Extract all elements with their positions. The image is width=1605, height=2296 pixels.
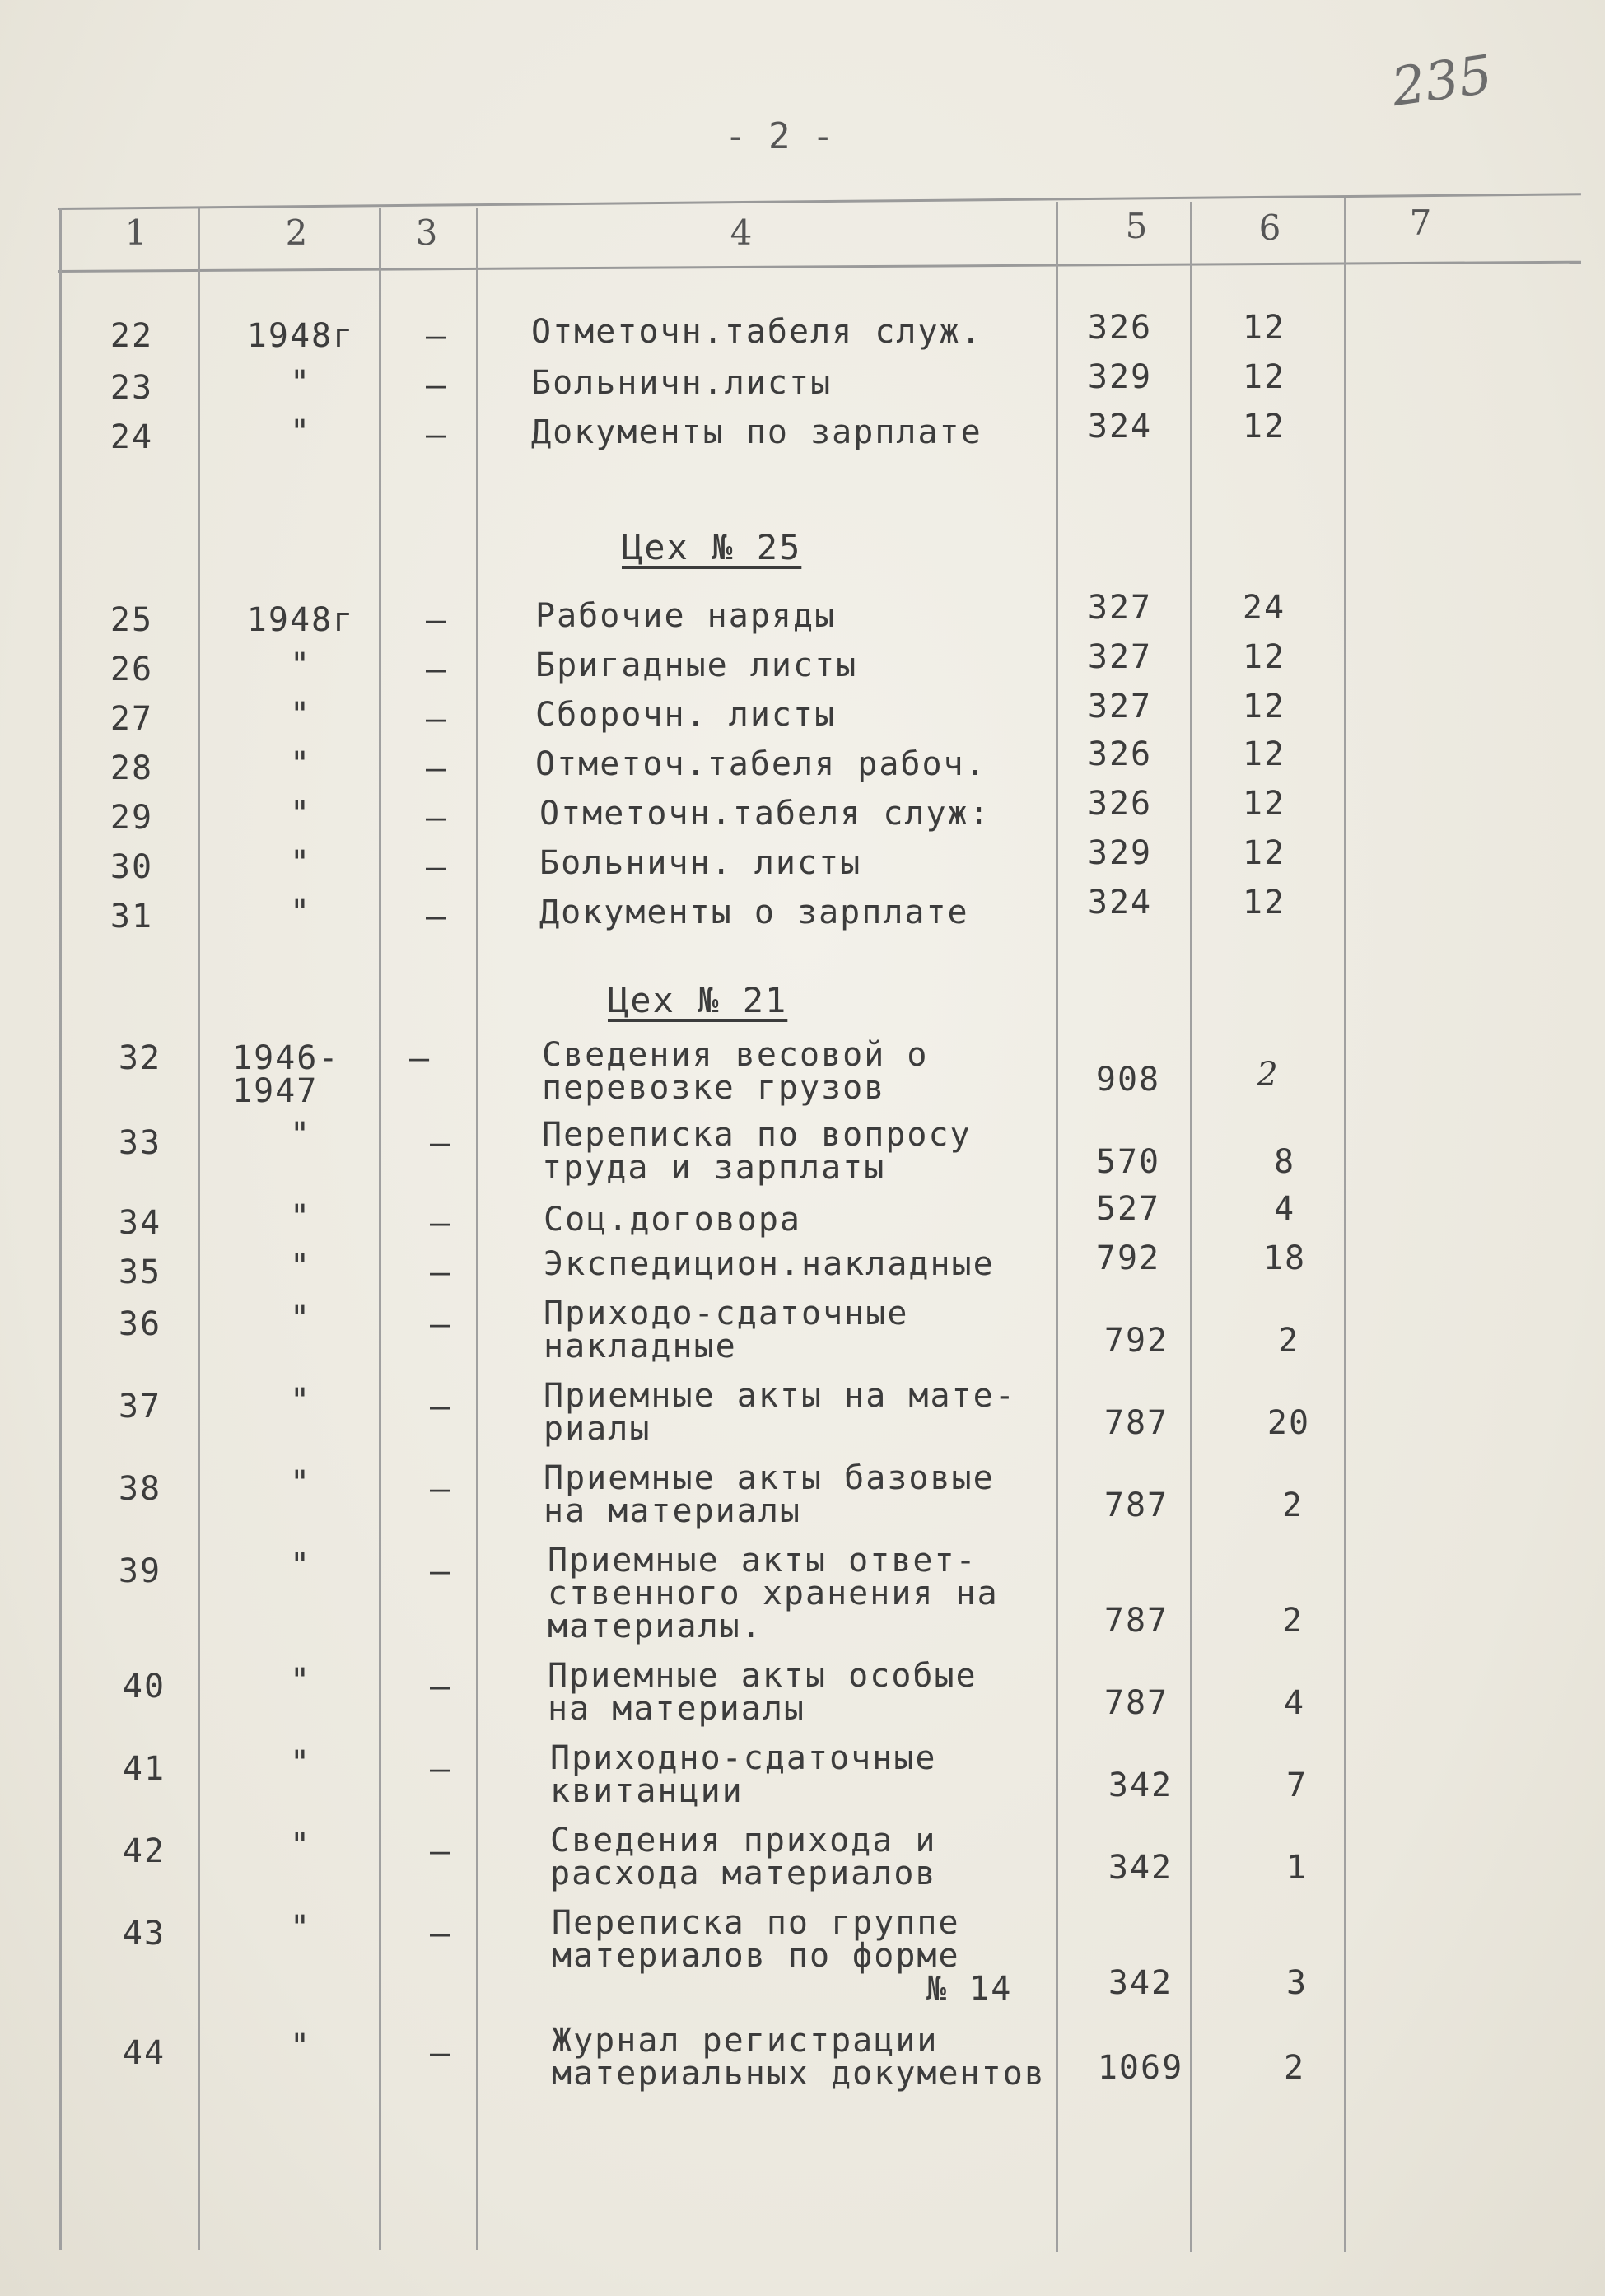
row-year: " — [289, 745, 312, 783]
row-dash: – — [425, 651, 448, 688]
row-code: 787 — [1103, 1486, 1169, 1524]
row-number: 23 — [110, 369, 154, 407]
row-title-line2: труда и зарплаты — [542, 1149, 886, 1187]
row-dash: – — [425, 898, 448, 936]
row-year: " — [289, 1827, 312, 1864]
row-dash: – — [429, 1253, 452, 1291]
row-code: 527 — [1095, 1190, 1161, 1228]
table-top-rule — [58, 193, 1581, 210]
row-number: 39 — [118, 1552, 162, 1590]
row-number: 27 — [110, 700, 154, 738]
row-count: 12 — [1242, 309, 1286, 347]
row-dash: – — [425, 416, 448, 454]
row-title-line2: на материалы — [548, 1690, 805, 1728]
row-count: 20 — [1267, 1404, 1311, 1442]
row-year: " — [289, 696, 312, 734]
row-number: 33 — [118, 1124, 162, 1162]
row-title: Экспедицион.накладные — [544, 1245, 995, 1283]
column-header-4: 4 — [730, 212, 753, 253]
column-divider-1 — [59, 208, 62, 2250]
row-number: 38 — [118, 1470, 162, 1508]
row-count: 3 — [1285, 1964, 1309, 2002]
row-count: 12 — [1242, 408, 1286, 446]
row-code: 792 — [1095, 1239, 1161, 1277]
row-title: Больничн.листы — [531, 364, 833, 402]
row-title: Сборочн. листы — [535, 696, 837, 734]
row-number: 41 — [122, 1750, 166, 1788]
row-title: Отметочн.табеля служ: — [539, 795, 991, 833]
row-number: 36 — [118, 1305, 162, 1343]
section-heading-workshop-21: Цех № 21 — [608, 980, 788, 1020]
row-count: 2 — [1283, 2049, 1306, 2087]
column-divider-7 — [1344, 198, 1346, 2252]
row-year: " — [289, 1382, 312, 1420]
row-dash: – — [429, 1204, 452, 1242]
row-code: 324 — [1087, 408, 1153, 446]
row-number: 37 — [118, 1388, 162, 1426]
row-year: " — [289, 364, 312, 402]
row-code: 570 — [1095, 1143, 1161, 1181]
row-code: 327 — [1087, 589, 1153, 627]
row-number: 25 — [110, 601, 154, 639]
row-code: 908 — [1095, 1061, 1161, 1099]
row-title: Больничн. листы — [539, 844, 862, 882]
row-code: 326 — [1087, 785, 1153, 823]
row-code: 329 — [1087, 834, 1153, 872]
row-count: 12 — [1242, 688, 1286, 726]
column-divider-2 — [198, 208, 200, 2250]
row-dash: – — [429, 1388, 452, 1426]
row-year: " — [289, 646, 312, 684]
column-header-3: 3 — [415, 212, 438, 253]
row-number: 44 — [122, 2034, 166, 2072]
row-title: Переписка по группе — [552, 1904, 960, 1942]
section-heading-workshop-25: Цех № 25 — [622, 527, 802, 567]
row-count: 2 — [1257, 1056, 1280, 1094]
column-header-5: 5 — [1125, 206, 1148, 246]
row-dash: – — [429, 1470, 452, 1508]
row-code: 327 — [1087, 688, 1153, 726]
row-year: " — [289, 1744, 312, 1782]
column-divider-3 — [379, 208, 381, 2250]
row-dash: – — [425, 317, 448, 355]
row-number: 43 — [122, 1915, 166, 1953]
row-count: 2 — [1277, 1322, 1300, 1360]
row-year: " — [289, 1547, 312, 1584]
row-year: " — [289, 1464, 312, 1502]
row-title: Документы о зарплате — [539, 894, 969, 931]
row-number: 29 — [110, 799, 154, 837]
row-count: 8 — [1273, 1143, 1296, 1181]
row-title: Соц.договора — [544, 1201, 801, 1239]
row-code: 787 — [1103, 1404, 1169, 1442]
row-dash: – — [429, 1915, 452, 1953]
row-year: " — [289, 844, 312, 882]
row-code: 1069 — [1097, 2049, 1184, 2087]
row-title-line2: на материалы — [544, 1492, 801, 1530]
column-header-1: 1 — [124, 212, 147, 253]
row-year: " — [289, 413, 312, 451]
row-code: 342 — [1108, 1766, 1173, 1804]
row-dash: – — [429, 1668, 452, 1706]
row-dash: – — [425, 700, 448, 738]
row-count: 12 — [1242, 735, 1286, 773]
row-title: Приходо-сдаточные — [544, 1295, 909, 1332]
row-count: 7 — [1285, 1766, 1309, 1804]
row-count: 4 — [1273, 1190, 1296, 1228]
row-code: 329 — [1087, 358, 1153, 396]
row-count: 12 — [1242, 884, 1286, 922]
row-count: 18 — [1262, 1239, 1307, 1277]
row-number: 31 — [110, 898, 154, 936]
row-title-line3: № 14 — [926, 1970, 1013, 2008]
row-year: 1948г — [246, 317, 355, 355]
row-number: 26 — [110, 651, 154, 688]
row-number: 34 — [118, 1204, 162, 1242]
row-title-line2: материалов по форме — [552, 1937, 960, 1975]
row-count: 24 — [1242, 589, 1286, 627]
row-title: Приемные акты базовые — [544, 1459, 995, 1497]
column-divider-6 — [1190, 202, 1192, 2252]
row-number: 40 — [122, 1668, 166, 1706]
row-title: Журнал регистрации — [552, 2022, 939, 2060]
column-divider-4 — [476, 208, 478, 2250]
row-title: Отметоч.табеля рабоч. — [535, 745, 987, 783]
row-code: 342 — [1108, 1849, 1173, 1887]
row-number: 30 — [110, 848, 154, 886]
row-title-line2: накладные — [544, 1328, 737, 1365]
row-code: 327 — [1087, 638, 1153, 676]
folio-number: 235 — [1388, 44, 1496, 119]
row-number: 28 — [110, 749, 154, 787]
row-title: Приемные акты ответ- — [548, 1542, 977, 1580]
row-year: " — [289, 1300, 312, 1337]
row-code: 326 — [1087, 735, 1153, 773]
row-title: Сведения весовой о — [542, 1036, 929, 1074]
row-dash: – — [429, 1750, 452, 1788]
page-number: - 2 - — [725, 115, 834, 157]
row-title: Переписка по вопросу — [542, 1116, 972, 1154]
row-title-line2: ственного хранения на — [548, 1575, 999, 1612]
row-dash: – — [425, 799, 448, 837]
row-number: 42 — [122, 1832, 166, 1870]
row-title-line2: квитанции — [550, 1772, 744, 1810]
row-title: Приемные акты особые — [548, 1657, 977, 1695]
row-code: 787 — [1103, 1602, 1169, 1640]
row-number: 24 — [110, 418, 154, 456]
row-code: 324 — [1087, 884, 1153, 922]
row-title-line2: материальных документов — [552, 2055, 1046, 2093]
table-header-rule — [58, 261, 1581, 273]
row-number: 32 — [118, 1039, 162, 1077]
row-count: 12 — [1242, 638, 1286, 676]
row-title: Бригадные листы — [535, 646, 858, 684]
column-divider-5 — [1056, 202, 1058, 2252]
row-year: " — [289, 1662, 312, 1700]
row-title-line2: перевозке грузов — [542, 1069, 886, 1107]
row-year: " — [289, 1909, 312, 1947]
column-header-7: 7 — [1409, 203, 1432, 243]
row-dash: – — [408, 1039, 432, 1077]
row-dash: – — [429, 1124, 452, 1162]
row-dash: – — [425, 601, 448, 639]
row-count: 2 — [1281, 1486, 1304, 1524]
row-code: 342 — [1108, 1964, 1173, 2002]
row-count: 2 — [1281, 1602, 1304, 1640]
row-title-line2: расхода материалов — [550, 1855, 937, 1892]
row-year: " — [289, 795, 312, 833]
row-dash: – — [429, 1832, 452, 1870]
row-year: " — [289, 2028, 312, 2065]
row-title: Приемные акты на мате- — [544, 1377, 1016, 1415]
row-dash: – — [429, 1552, 452, 1590]
row-year: " — [289, 1248, 312, 1286]
row-title: Отметочн.табеля служ. — [531, 313, 982, 351]
row-dash: – — [429, 1305, 452, 1343]
row-year: " — [289, 1116, 312, 1154]
row-dash: – — [425, 848, 448, 886]
row-number: 22 — [110, 317, 154, 355]
row-code: 792 — [1103, 1322, 1169, 1360]
row-title-line3: материалы. — [548, 1608, 763, 1645]
row-count: 4 — [1283, 1684, 1306, 1722]
row-dash: – — [425, 366, 448, 404]
row-title: Рабочие наряды — [535, 597, 837, 635]
row-dash: – — [429, 2034, 452, 2072]
row-count: 1 — [1285, 1849, 1309, 1887]
column-header-2: 2 — [285, 212, 308, 253]
row-number: 35 — [118, 1253, 162, 1291]
row-title: Документы по зарплате — [531, 413, 982, 451]
row-code: 326 — [1087, 309, 1153, 347]
row-year: 1946- — [232, 1039, 340, 1077]
row-year: " — [289, 1198, 312, 1236]
row-code: 787 — [1103, 1684, 1169, 1722]
row-count: 12 — [1242, 834, 1286, 872]
row-title: Сведения прихода и — [550, 1822, 937, 1860]
row-year: 1948г — [246, 601, 355, 639]
row-year: " — [289, 894, 312, 931]
row-count: 12 — [1242, 785, 1286, 823]
row-title-line2: риалы — [544, 1410, 651, 1448]
column-header-6: 6 — [1258, 208, 1281, 248]
row-year-continued: 1947 — [232, 1072, 319, 1110]
row-title: Приходно-сдаточные — [550, 1739, 937, 1777]
row-count: 12 — [1242, 358, 1286, 396]
row-dash: – — [425, 749, 448, 787]
